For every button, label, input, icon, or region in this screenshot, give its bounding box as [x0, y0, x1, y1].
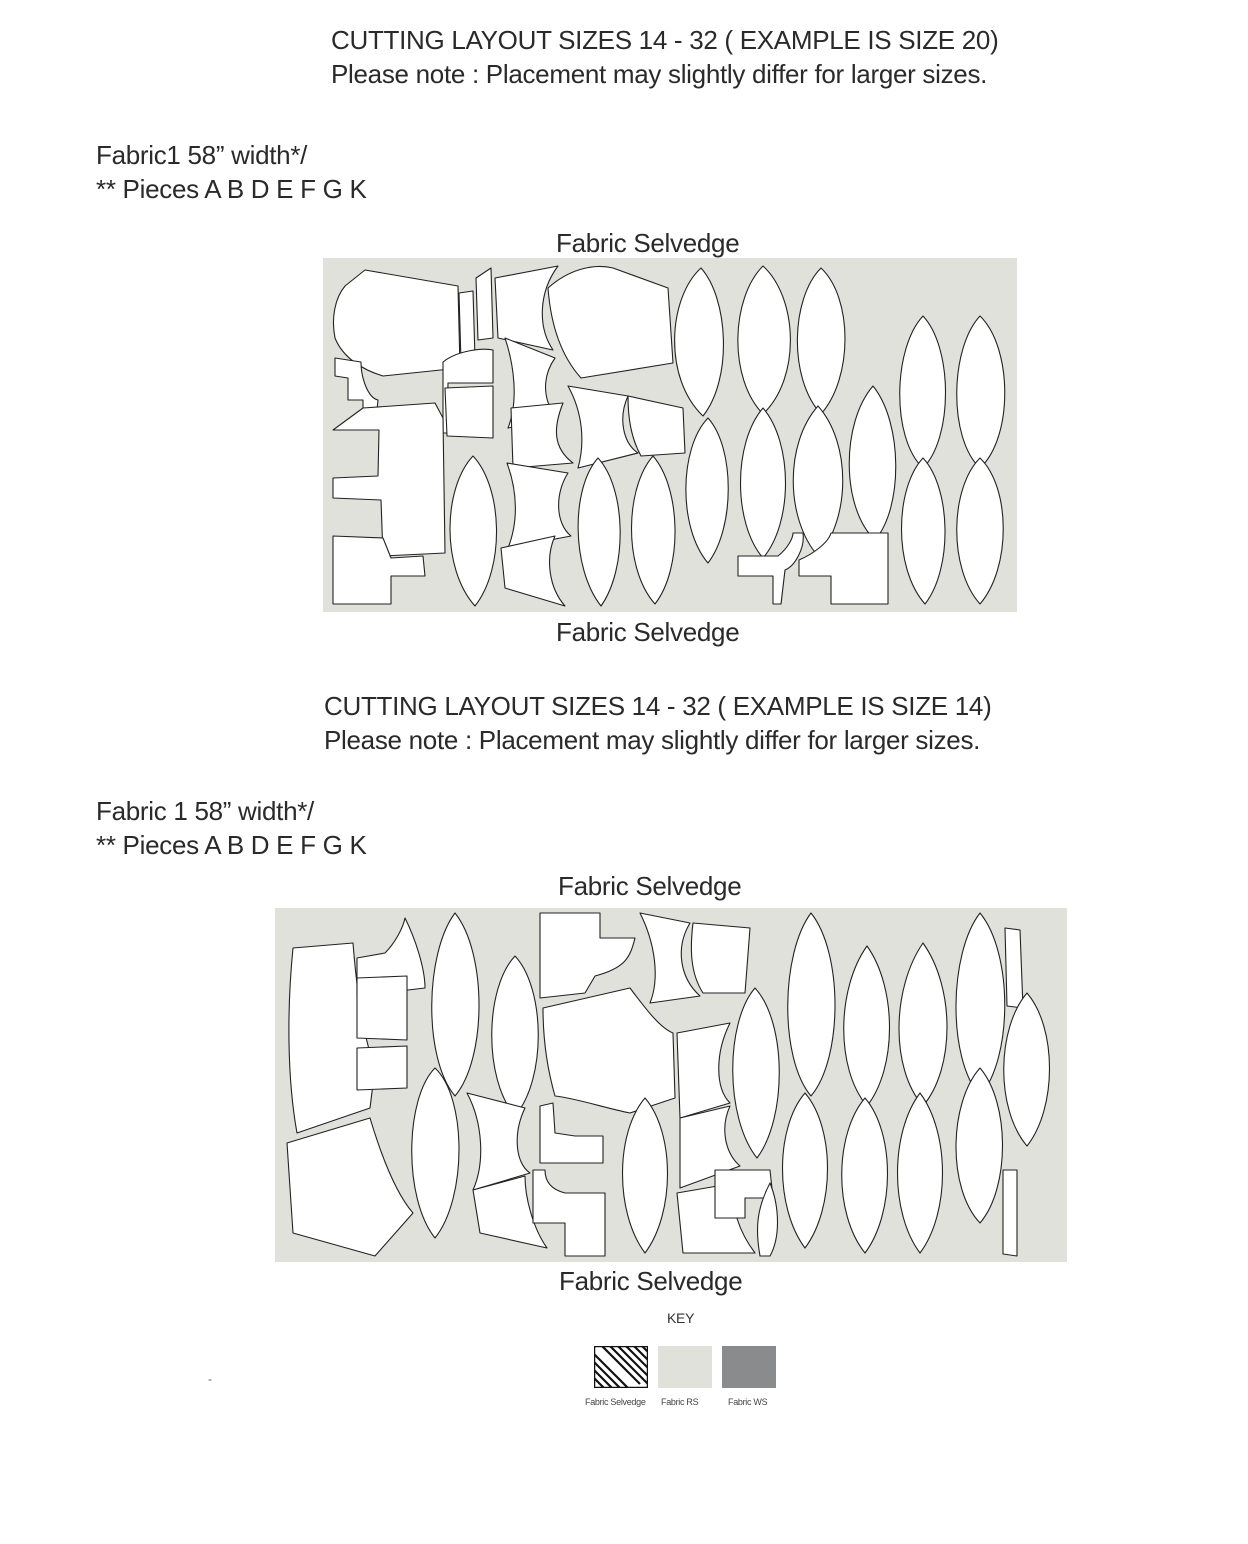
pattern-piece	[445, 386, 493, 438]
pattern-piece	[849, 386, 896, 540]
pattern-piece	[357, 1046, 407, 1090]
key-label-rs: Fabric RS	[661, 1397, 699, 1407]
pattern-piece	[412, 1068, 459, 1238]
pattern-piece	[956, 1068, 1003, 1223]
pattern-piece	[548, 266, 673, 378]
key-swatch-ws	[722, 1346, 776, 1388]
pattern-piece	[902, 458, 946, 604]
pattern-piece	[476, 268, 493, 340]
layout-1-pattern-pieces	[323, 258, 1017, 612]
pattern-piece	[333, 270, 460, 376]
pattern-piece	[467, 1093, 530, 1190]
pattern-piece	[511, 403, 573, 468]
key-title: KEY	[667, 1310, 695, 1326]
layout-2-pieces: ** Pieces A B D E F G K	[96, 830, 367, 860]
key-label-ws: Fabric WS	[728, 1397, 768, 1407]
key-swatch-rs	[658, 1346, 712, 1388]
pattern-piece	[691, 923, 750, 993]
layout-2-fabric: Fabric 1 58” width*/	[96, 796, 314, 826]
pattern-piece	[540, 1103, 603, 1163]
pattern-piece	[844, 946, 890, 1106]
pattern-piece	[675, 268, 724, 416]
pattern-piece	[540, 913, 635, 998]
key-label-selvedge: Fabric Selvedge	[585, 1397, 646, 1407]
layout-2-fabric-board	[275, 908, 1067, 1262]
pattern-piece	[432, 913, 479, 1096]
pattern-piece	[957, 316, 1005, 468]
pattern-piece	[543, 988, 675, 1113]
pattern-piece	[507, 463, 571, 548]
pattern-piece	[640, 913, 700, 1003]
pattern-piece	[900, 316, 946, 468]
layout-2-selvedge-top: Fabric Selvedge	[558, 871, 742, 901]
pattern-piece	[957, 458, 1004, 604]
pattern-piece	[677, 1023, 730, 1118]
pattern-piece	[1005, 928, 1023, 1008]
pattern-piece	[495, 266, 558, 350]
pattern-piece	[1004, 993, 1050, 1146]
pattern-piece	[623, 1098, 668, 1253]
pattern-piece	[898, 1093, 943, 1253]
layout-1-fabric-board	[323, 258, 1017, 612]
pattern-piece	[797, 268, 845, 414]
pattern-piece	[450, 456, 497, 606]
pattern-piece	[492, 956, 539, 1116]
hatch-pattern-icon	[594, 1346, 648, 1388]
layout-1-title: CUTTING LAYOUT SIZES 14 - 32 ( EXAMPLE IS SIZE 20)	[331, 25, 999, 55]
pattern-piece	[357, 976, 407, 1040]
pattern-piece	[783, 1093, 828, 1248]
pattern-piece	[741, 408, 786, 558]
layout-1-selvedge-bottom: Fabric Selvedge	[556, 617, 740, 647]
pattern-piece	[501, 536, 565, 606]
layout-1-fabric: Fabric1 58” width*/	[96, 140, 308, 170]
layout-2-title: CUTTING LAYOUT SIZES 14 - 32 ( EXAMPLE IS SIZE 14)	[324, 691, 992, 721]
pattern-piece	[1003, 1170, 1017, 1256]
pattern-piece	[686, 418, 728, 563]
layout-2-note: Please note : Placement may slightly differ for larger sizes.	[324, 725, 981, 755]
pattern-piece	[578, 458, 620, 606]
pattern-piece	[632, 456, 676, 604]
pattern-piece	[287, 1118, 413, 1256]
layout-1-pieces: ** Pieces A B D E F G K	[96, 174, 367, 204]
pattern-piece	[899, 943, 947, 1106]
pattern-piece	[333, 403, 445, 556]
stray-mark: -	[208, 1372, 212, 1386]
pattern-piece	[733, 988, 780, 1158]
layout-1-note: Please note : Placement may slightly differ for larger sizes.	[331, 59, 988, 89]
layout-1-selvedge-top: Fabric Selvedge	[556, 228, 740, 258]
pattern-piece	[842, 1098, 888, 1253]
pattern-piece	[628, 396, 685, 456]
key-swatch-selvedge	[594, 1346, 648, 1388]
layout-2-pattern-pieces	[275, 908, 1067, 1262]
pattern-piece	[738, 266, 791, 414]
layout-2-selvedge-bottom: Fabric Selvedge	[559, 1266, 743, 1296]
pattern-piece	[788, 913, 835, 1096]
